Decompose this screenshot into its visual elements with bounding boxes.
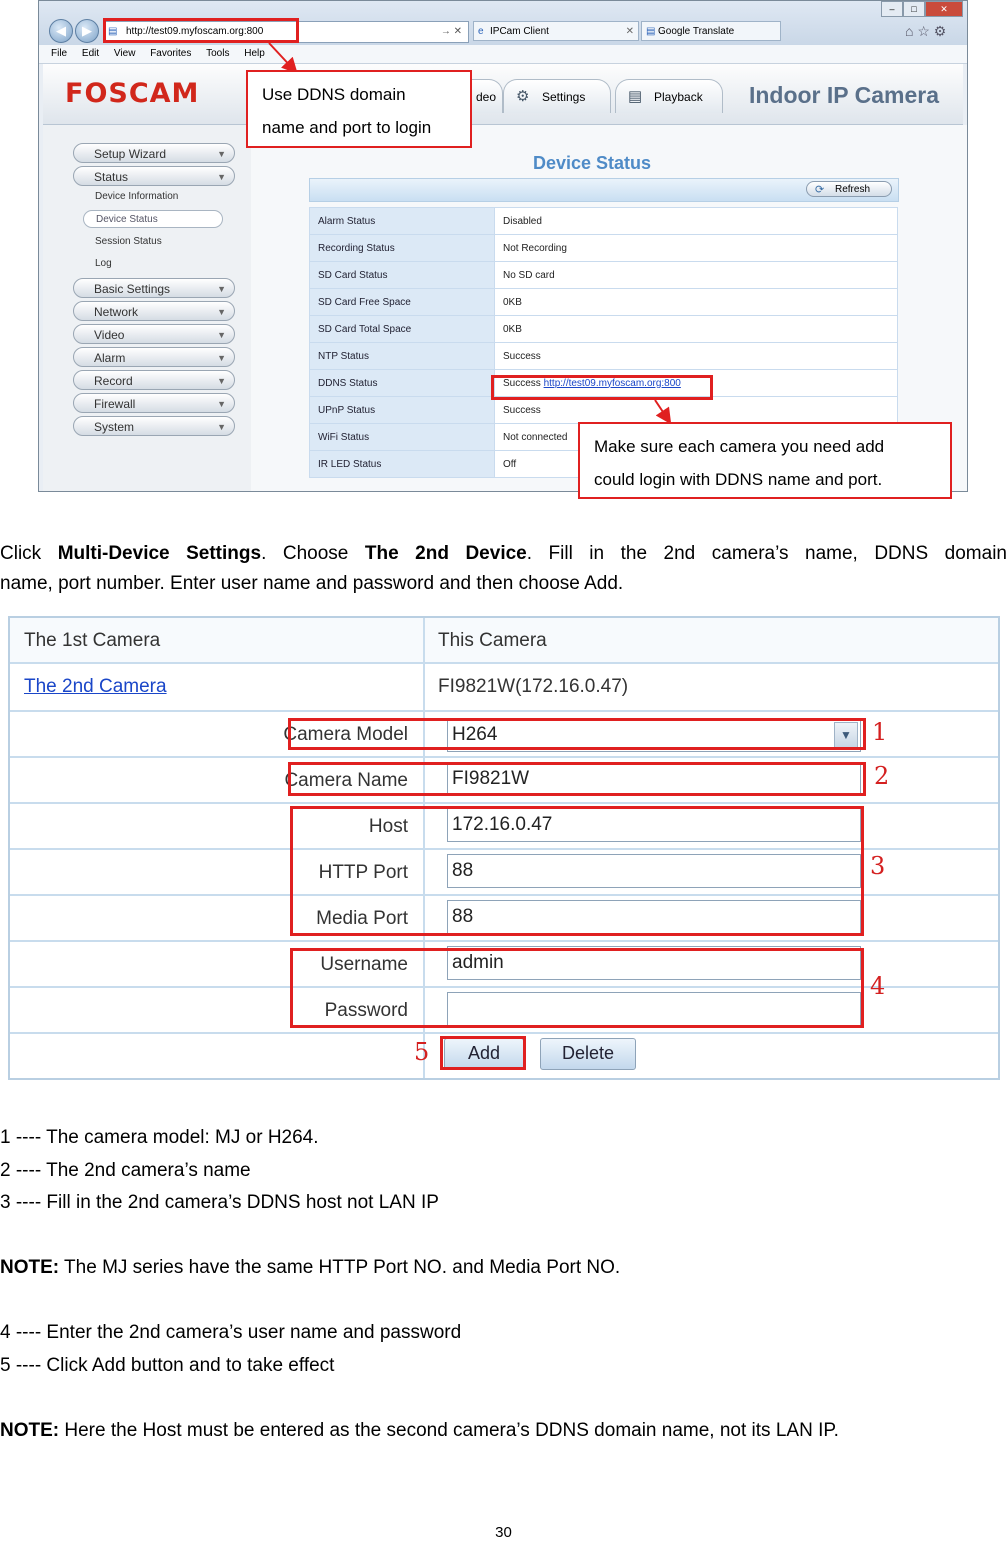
menu-edit[interactable]: Edit [81,48,100,59]
callout-line: could login with DDNS name and port. [594,470,883,489]
second-camera-link[interactable]: The 2nd Camera [24,676,167,697]
marker-2: 2 [874,762,890,790]
second-camera-value: FI9821W(172.16.0.47) [438,676,629,697]
dropdown-arrow-icon: ▼ [217,284,226,294]
status-key: SD Card Free Space [310,289,495,316]
dropdown-arrow-icon: ▼ [217,376,226,386]
callout-line: name and port to login [262,118,432,137]
sidebar-item-firewall[interactable]: Firewall ▼ [73,393,235,413]
menu-file[interactable]: File [51,48,68,59]
tab-label: Google Translate [658,26,735,37]
refresh-icon: ⟳ [815,184,825,196]
first-camera-label: The 1st Camera [24,630,161,651]
gear-icon: ⚙ [516,88,530,105]
dropdown-arrow-icon: ▼ [217,422,226,432]
dropdown-arrow-icon: ▼ [217,172,226,182]
maximize-icon[interactable]: □ [903,1,925,17]
ddns-link[interactable]: http://test09.myfoscam.org:800 [543,377,681,389]
sidebar-item-record[interactable]: Record ▼ [73,370,235,390]
instruction-paragraph [0,539,1007,599]
form-row-2nd-camera [10,664,998,712]
menu-favorites[interactable]: Favorites [150,48,192,59]
note-line: NOTE: The MJ series have the same HTTP Port NO. and Media Port NO. [0,1257,621,1278]
login-arrow [269,43,295,71]
camera-model-value: H264 [452,724,498,745]
camera-callout [578,422,952,499]
callout-arrows [39,1,967,491]
note-label: NOTE: [0,1257,60,1278]
brand-title: Indoor IP Camera [748,82,939,108]
page-title: Device Status [533,153,652,173]
close-tab-icon[interactable]: ✕ [625,26,634,37]
address-tools[interactable]: → ✕ [440,26,462,37]
sidebar-sub-device-status[interactable]: Device Status [83,210,223,228]
bold-2nd-device: The 2nd Device [364,543,527,564]
highlight-box-3 [290,806,864,936]
host-label: Host [368,816,408,837]
camera-name-input[interactable]: FI9821W [447,762,861,796]
marker-4: 4 [870,972,886,1000]
dropdown-arrow-icon: ▼ [217,399,226,409]
sidebar-item-setup-wizard[interactable]: Setup Wizard ▼ [73,143,235,163]
menu-help[interactable]: Help [244,48,265,59]
marker-3: 3 [870,852,886,880]
sidebar-item-basic-settings[interactable]: Basic Settings ▼ [73,278,235,298]
note-line: NOTE: Here the Host must be entered as the second camera’s DDNS domain name, not its LAN IP. [0,1419,839,1441]
tab-label: deo [476,90,497,104]
list-item: 5 ---- Click Add button and to take effect [0,1354,335,1376]
camera-model-label: Camera Model [283,724,408,745]
status-value: No SD card [495,262,898,289]
calendar-icon: ▤ [628,88,643,105]
minimize-icon[interactable]: – [881,1,903,17]
status-key: WiFi Status [310,424,495,451]
username-input[interactable]: admin [447,946,861,980]
menu-tools[interactable]: Tools [206,48,230,59]
camera-arrow [655,400,669,421]
dropdown-arrow-icon: ▼ [217,149,226,159]
http-port-label: HTTP Port [318,862,408,883]
paragraph-line: Click Multi-Device Settings. Choose The 2nd Device. Fill in the 2nd camera’s name, DDNS domain [0,543,1007,564]
multi-device-form [8,616,1000,1080]
status-value: Disabled [495,208,898,235]
chevron-down-icon[interactable]: ▼ [834,722,858,748]
highlight-box-2 [288,762,866,796]
list-item: 4 ---- Enter the 2nd camera’s user name and password [0,1322,462,1343]
status-key: DDNS Status [310,370,495,397]
forward-icon[interactable]: ▶ [75,19,99,43]
status-key: SD Card Total Space [310,316,495,343]
translate-icon: ▤ [646,26,656,37]
status-value: 0KB [495,316,898,343]
list-item: 2 ---- The 2nd camera’s name [0,1159,251,1181]
dropdown-arrow-icon: ▼ [217,307,226,317]
list-item: 3 ---- Fill in the 2nd camera’s DDNS host not LAN IP [0,1192,439,1213]
bold-multi-device: Multi-Device Settings [57,543,262,564]
status-key: Alarm Status [310,208,495,235]
refresh-label: Refresh [835,184,871,195]
highlight-box-1 [288,718,866,750]
http-port-input[interactable]: 88 [447,854,861,888]
sidebar-item-system[interactable]: System ▼ [73,416,235,436]
ddns-status-text: Success [503,377,541,389]
status-key: NTP Status [310,343,495,370]
username-label: Username [320,954,408,975]
note-label: NOTE: [0,1419,60,1441]
camera-name-label: Camera Name [284,770,408,791]
tab-label: IPCam Client [490,26,549,37]
password-label: Password [324,1000,408,1021]
tab-label: Playback [654,90,703,104]
dropdown-arrow-icon: ▼ [217,330,226,340]
page-icon: ▤ [108,26,118,37]
sidebar-sub-log[interactable]: Log [95,258,112,269]
ie-icon: e [478,26,484,37]
status-key: SD Card Status [310,262,495,289]
highlight-box-4 [290,948,864,1028]
add-button[interactable]: Add [444,1038,524,1070]
status-value: Not Recording [495,235,898,262]
home-icon[interactable]: ⌂ ☆ ⚙ [905,23,947,39]
host-input[interactable]: 172.16.0.47 [447,808,861,842]
media-port-input[interactable]: 88 [447,900,861,934]
status-value: Success [495,343,898,370]
this-camera-label: This Camera [438,630,547,651]
explanation-list [0,1122,1007,1447]
menu-view[interactable]: View [113,48,136,59]
highlight-box-5 [440,1036,526,1070]
marker-5: 5 [414,1038,430,1066]
status-key: UPnP Status [310,397,495,424]
status-key: Recording Status [310,235,495,262]
address-url: http://test09.myfoscam.org:800 [126,26,264,37]
browser-screenshot [38,0,968,492]
media-port-label: Media Port [316,908,408,929]
callout-line: Use DDNS domain [262,85,406,104]
tab-label: Settings [542,90,586,104]
page-number: 30 [495,1524,512,1541]
marker-1: 1 [872,718,888,746]
list-item: 1 ---- The camera model: MJ or H264. [0,1127,319,1148]
callout-line: Make sure each camera you need add [594,437,885,456]
sidebar-item-video[interactable]: Video ▼ [73,324,235,344]
dropdown-arrow-icon: ▼ [217,353,226,363]
status-key: IR LED Status [310,451,495,478]
status-value: Off [495,451,898,478]
sidebar-sub-session-status[interactable]: Session Status [95,236,162,247]
sidebar-sub-device-information[interactable]: Device Information [95,191,179,202]
back-icon[interactable]: ◀ [49,19,73,43]
status-value: Not connected [495,424,898,451]
paragraph-line: name, port number. Enter user name and password and then choose Add. [0,573,624,594]
sidebar-item-network[interactable]: Network ▼ [73,301,235,321]
status-value: 0KB [495,289,898,316]
sidebar-item-alarm[interactable]: Alarm ▼ [73,347,235,367]
login-callout [246,70,472,148]
form-row-1st-camera [10,618,998,664]
foscam-logo: FOSCAM [65,78,200,109]
status-value: Success [495,397,898,424]
delete-button[interactable]: Delete [540,1038,636,1070]
sidebar-item-status[interactable]: Status ▼ [73,166,235,186]
close-window-icon[interactable]: ✕ [925,1,963,17]
